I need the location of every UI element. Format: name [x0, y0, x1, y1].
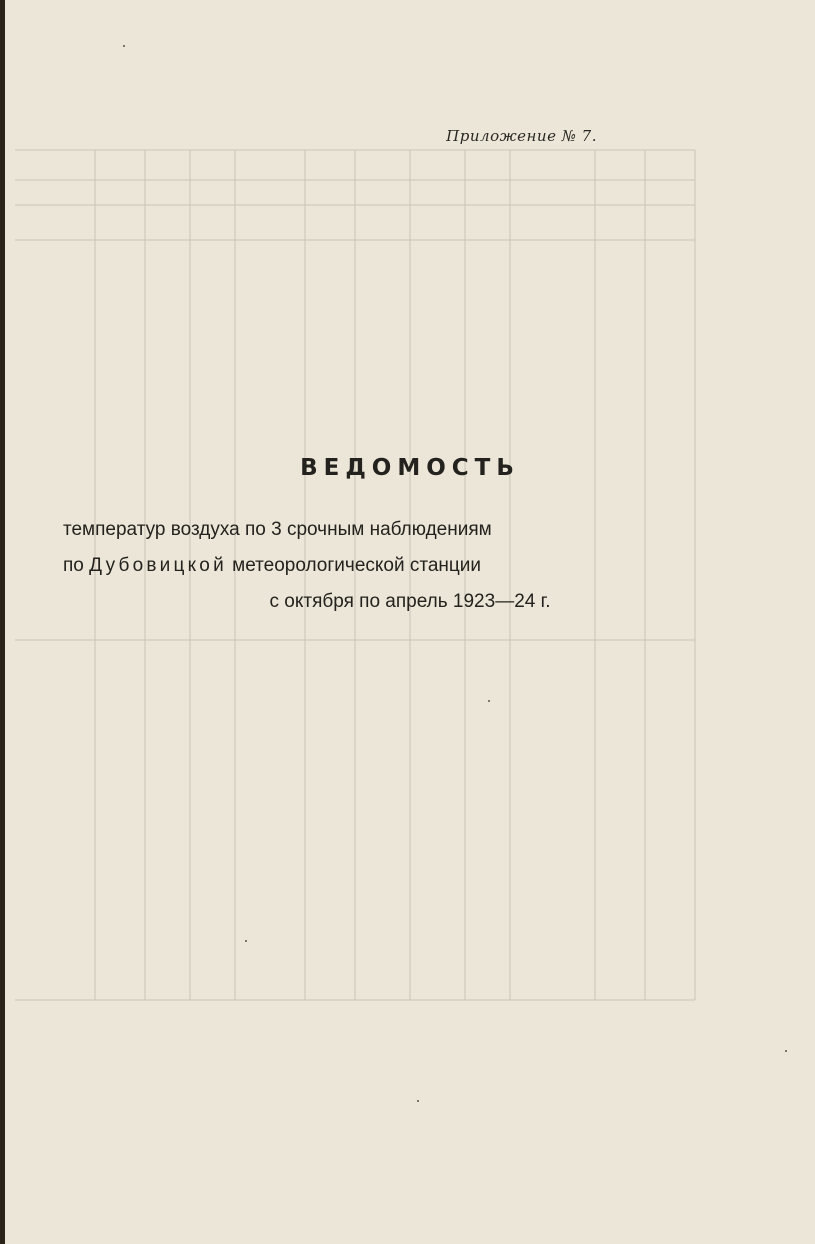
document-title: ВЕДОМОСТЬ — [300, 455, 520, 481]
subtitle-line-1: температур воздуха по 3 срочным наблюдениям — [63, 519, 492, 540]
appendix-label: Приложение № 7. — [446, 127, 597, 145]
document-page — [5, 0, 815, 1244]
subtitle-line-2-suffix: метеорологической станции — [232, 555, 482, 576]
paper-speck — [123, 45, 125, 47]
subtitle-line-2-prefix: по — [63, 555, 84, 576]
subtitle-line-2 — [63, 555, 595, 577]
paper-speck — [245, 940, 247, 942]
paper-speck — [488, 700, 490, 702]
paper-speck — [785, 1050, 787, 1052]
subtitle-line-3: с октября по апрель 1923—24 г. — [269, 591, 551, 612]
bleed-through-table — [5, 140, 815, 1040]
station-name: Дубовицкой — [89, 555, 227, 576]
paper-speck — [417, 1100, 419, 1102]
